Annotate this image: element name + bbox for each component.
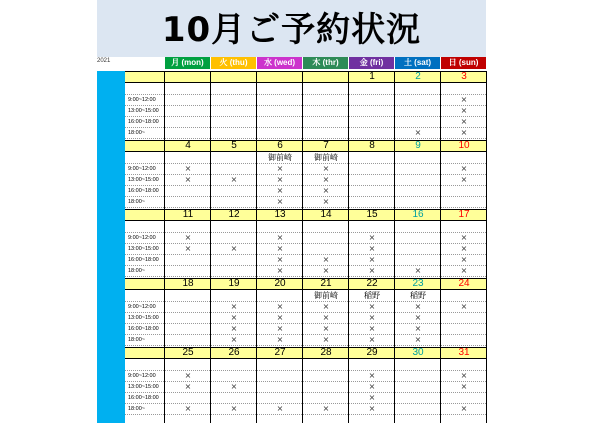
time-slot-label: 9:00~12:00 (128, 304, 156, 310)
date-cell[interactable]: 30 (412, 347, 424, 358)
booked-mark: × (276, 266, 284, 275)
booked-mark: × (230, 175, 238, 184)
date-cell[interactable]: 28 (320, 347, 332, 358)
booked-mark: × (460, 117, 468, 126)
row-divider (125, 116, 486, 117)
booked-mark: × (230, 404, 238, 413)
booked-mark: × (460, 128, 468, 137)
booked-mark: × (368, 313, 376, 322)
booked-mark: × (322, 404, 330, 413)
booked-mark: × (230, 244, 238, 253)
row-divider (125, 414, 486, 415)
date-cell[interactable]: 23 (412, 278, 424, 289)
date-cell[interactable]: 18 (182, 278, 194, 289)
booked-mark: × (368, 393, 376, 402)
date-cell[interactable]: 2 (415, 71, 421, 82)
time-slot-label: 13:00~15:00 (128, 108, 159, 114)
date-cell[interactable]: 17 (458, 209, 470, 220)
date-cell[interactable]: 20 (274, 278, 286, 289)
booked-mark: × (368, 255, 376, 264)
booked-mark: × (322, 302, 330, 311)
booked-mark: × (276, 404, 284, 413)
row-divider (125, 94, 486, 95)
booked-mark: × (230, 335, 238, 344)
date-cell[interactable]: 16 (412, 209, 424, 220)
booked-mark: × (368, 302, 376, 311)
date-cell[interactable]: 8 (369, 140, 375, 151)
booked-mark: × (184, 371, 192, 380)
booked-mark: × (276, 175, 284, 184)
date-cell[interactable]: 5 (231, 140, 237, 151)
booked-mark: × (460, 233, 468, 242)
time-slot-label: 18:00~ (128, 268, 145, 274)
booked-mark: × (184, 382, 192, 391)
time-slot-label: 13:00~15:00 (128, 384, 159, 390)
booked-mark: × (276, 335, 284, 344)
date-cell[interactable] (257, 71, 303, 83)
date-cell[interactable]: 13 (274, 209, 286, 220)
time-slot-label: 13:00~15:00 (128, 315, 159, 321)
column-divider (486, 71, 487, 423)
column-divider (256, 71, 257, 423)
row-divider (125, 345, 486, 346)
time-slot-label: 18:00~ (128, 130, 145, 136)
time-slot-label: 16:00~18:00 (128, 395, 159, 401)
location-note: 御前崎 (314, 153, 338, 162)
time-slot-label: 13:00~15:00 (128, 177, 159, 183)
date-cell[interactable] (303, 71, 349, 83)
date-cell[interactable]: 14 (320, 209, 332, 220)
date-cell[interactable]: 21 (320, 278, 332, 289)
date-cell[interactable]: 29 (366, 347, 378, 358)
date-cell[interactable]: 7 (323, 140, 329, 151)
booked-mark: × (276, 164, 284, 173)
column-divider (164, 71, 165, 423)
date-cell[interactable]: 11 (182, 209, 194, 220)
booked-mark: × (414, 324, 422, 333)
booked-mark: × (322, 175, 330, 184)
time-slot-label: 16:00~18:00 (128, 188, 159, 194)
time-slot-label: 9:00~12:00 (128, 97, 156, 103)
column-divider (302, 71, 303, 423)
row-divider (125, 392, 486, 393)
booked-mark: × (230, 313, 238, 322)
column-divider (394, 71, 395, 423)
booked-mark: × (276, 302, 284, 311)
time-slot-label: 9:00~12:00 (128, 235, 156, 241)
booked-mark: × (184, 244, 192, 253)
page-title: 10月ご予約状況 (161, 10, 422, 50)
date-cell[interactable]: 9 (415, 140, 421, 151)
booked-mark: × (368, 404, 376, 413)
location-note: 稲野 (364, 291, 380, 300)
booked-mark: × (230, 324, 238, 333)
day-header-6: 日 (sun) (441, 57, 486, 69)
booked-mark: × (460, 255, 468, 264)
date-cell[interactable]: 1 (369, 71, 375, 82)
booked-mark: × (414, 313, 422, 322)
row-divider (125, 105, 486, 106)
booked-mark: × (184, 164, 192, 173)
date-cell[interactable]: 10 (458, 140, 470, 151)
booked-mark: × (276, 313, 284, 322)
booked-mark: × (322, 164, 330, 173)
day-header-1: 火 (thu) (211, 57, 256, 69)
booked-mark: × (230, 302, 238, 311)
booked-mark: × (184, 404, 192, 413)
date-cell[interactable]: 22 (366, 278, 378, 289)
booked-mark: × (184, 175, 192, 184)
location-note: 稲野 (410, 291, 426, 300)
time-slot-label: 16:00~18:00 (128, 257, 159, 263)
time-slot-label: 9:00~12:00 (128, 166, 156, 172)
booked-mark: × (368, 244, 376, 253)
location-note: 御前崎 (314, 291, 338, 300)
booked-mark: × (276, 233, 284, 242)
day-header-5: 土 (sat) (395, 57, 440, 69)
date-cell[interactable]: 25 (182, 347, 194, 358)
booked-mark: × (276, 186, 284, 195)
booked-mark: × (276, 197, 284, 206)
day-header-0: 月 (mon) (165, 57, 210, 69)
date-cell[interactable]: 26 (228, 347, 240, 358)
date-cell[interactable]: 24 (458, 278, 470, 289)
booked-mark: × (460, 95, 468, 104)
date-cell[interactable] (211, 71, 257, 83)
booked-mark: × (322, 335, 330, 344)
column-divider (210, 71, 211, 423)
time-slot-label: 18:00~ (128, 337, 145, 343)
date-cell[interactable]: 4 (185, 140, 191, 151)
row-divider (125, 207, 486, 208)
column-divider (440, 71, 441, 423)
booked-mark: × (368, 335, 376, 344)
date-cell[interactable]: 19 (228, 278, 240, 289)
date-cell[interactable]: 12 (228, 209, 240, 220)
booked-mark: × (368, 266, 376, 275)
date-cell[interactable] (165, 71, 211, 83)
booked-mark: × (460, 244, 468, 253)
booked-mark: × (460, 164, 468, 173)
booked-mark: × (322, 324, 330, 333)
booked-mark: × (322, 266, 330, 275)
calendar-grid (125, 71, 486, 423)
year-label: 2021 (97, 58, 111, 64)
time-slot-label: 13:00~15:00 (128, 246, 159, 252)
booked-mark: × (460, 404, 468, 413)
booked-mark: × (322, 255, 330, 264)
booked-mark: × (276, 324, 284, 333)
date-cell[interactable]: 31 (458, 347, 470, 358)
booked-mark: × (368, 371, 376, 380)
column-divider (348, 71, 349, 423)
booked-mark: × (230, 382, 238, 391)
booked-mark: × (414, 128, 422, 137)
location-note: 御前崎 (268, 153, 292, 162)
booked-mark: × (276, 255, 284, 264)
time-slot-label: 9:00~12:00 (128, 373, 156, 379)
booked-mark: × (322, 313, 330, 322)
booked-mark: × (414, 335, 422, 344)
booked-mark: × (322, 197, 330, 206)
date-cell[interactable]: 15 (366, 209, 378, 220)
grid-top-border (125, 71, 486, 72)
booked-mark: × (368, 382, 376, 391)
date-cell[interactable]: 6 (277, 140, 283, 151)
booked-mark: × (184, 233, 192, 242)
booked-mark: × (368, 324, 376, 333)
booked-mark: × (460, 302, 468, 311)
booked-mark: × (460, 266, 468, 275)
day-header-2: 水 (wed) (257, 57, 302, 69)
date-cell[interactable]: 3 (461, 71, 467, 82)
time-slot-label: 16:00~18:00 (128, 119, 159, 125)
date-cell[interactable]: 27 (274, 347, 286, 358)
row-divider (125, 138, 486, 139)
booked-mark: × (368, 233, 376, 242)
booked-mark: × (322, 186, 330, 195)
time-slot-label: 18:00~ (128, 406, 145, 412)
time-slot-label: 18:00~ (128, 199, 145, 205)
booked-mark: × (460, 106, 468, 115)
row-divider (125, 276, 486, 277)
time-slot-label: 16:00~18:00 (128, 326, 159, 332)
booked-mark: × (460, 382, 468, 391)
booked-mark: × (276, 244, 284, 253)
booked-mark: × (414, 266, 422, 275)
sidebar-bar (97, 71, 125, 423)
booked-mark: × (460, 175, 468, 184)
day-header-3: 木 (thr) (303, 57, 348, 69)
booked-mark: × (414, 302, 422, 311)
day-header-4: 金 (fri) (349, 57, 394, 69)
booked-mark: × (460, 371, 468, 380)
